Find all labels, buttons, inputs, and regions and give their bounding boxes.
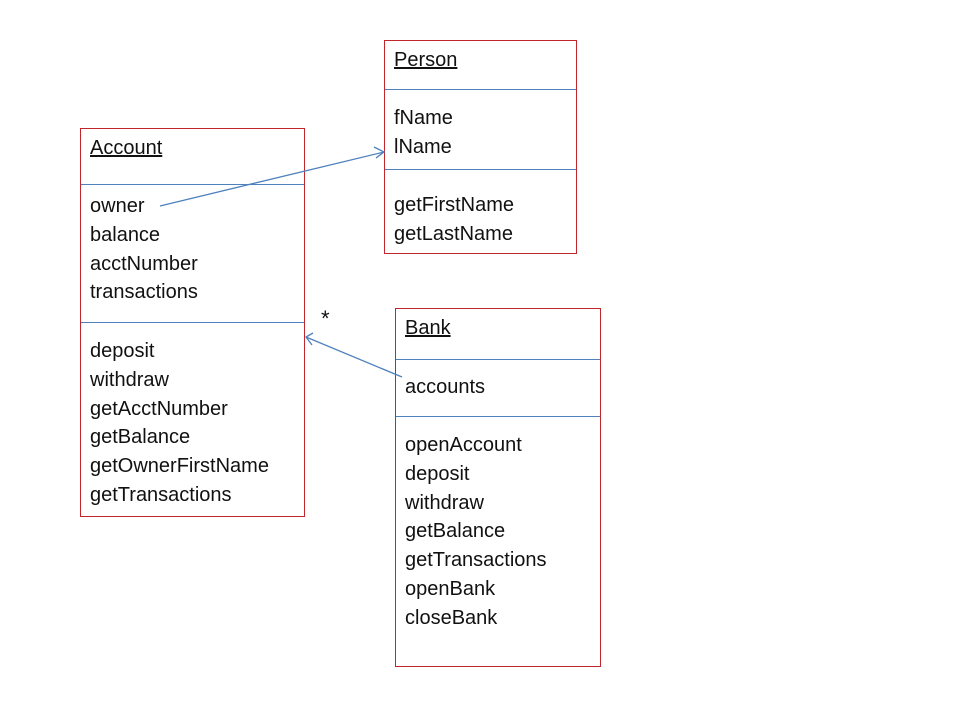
- account-method: getOwnerFirstName: [90, 455, 269, 478]
- account-attribute: acctNumber: [90, 252, 198, 275]
- bank-class-name: Bank: [405, 317, 451, 339]
- person-attribute: lName: [394, 135, 452, 158]
- bank-method: openBank: [405, 577, 496, 600]
- person-method: getFirstName: [394, 194, 515, 216]
- bank-method: closeBank: [405, 606, 498, 629]
- account-class-name: Account: [90, 137, 163, 159]
- bank-method: getTransactions: [405, 549, 547, 572]
- person-attribute: fName: [394, 107, 453, 129]
- multiplicity-label: *: [321, 306, 330, 331]
- account-method: getTransactions: [90, 483, 232, 506]
- account-method: withdraw: [90, 368, 169, 391]
- owner-to-person-arrow: [160, 147, 384, 206]
- bank-method: withdraw: [405, 491, 484, 514]
- account-attribute: owner: [90, 195, 145, 217]
- account-method: getAcctNumber: [90, 397, 228, 420]
- bank-method: getBalance: [405, 520, 506, 543]
- bank-method: openAccount: [405, 434, 522, 456]
- bank-attribute: accounts: [405, 376, 486, 398]
- account-method: getBalance: [90, 426, 191, 449]
- account-attribute: transactions: [90, 281, 198, 304]
- account-attribute: balance: [90, 223, 161, 246]
- accounts-to-account-arrow: [306, 333, 402, 377]
- account-method: deposit: [90, 340, 155, 362]
- person-class-name: Person: [394, 49, 458, 71]
- person-method: getLastName: [394, 222, 513, 245]
- bank-method: deposit: [405, 462, 470, 485]
